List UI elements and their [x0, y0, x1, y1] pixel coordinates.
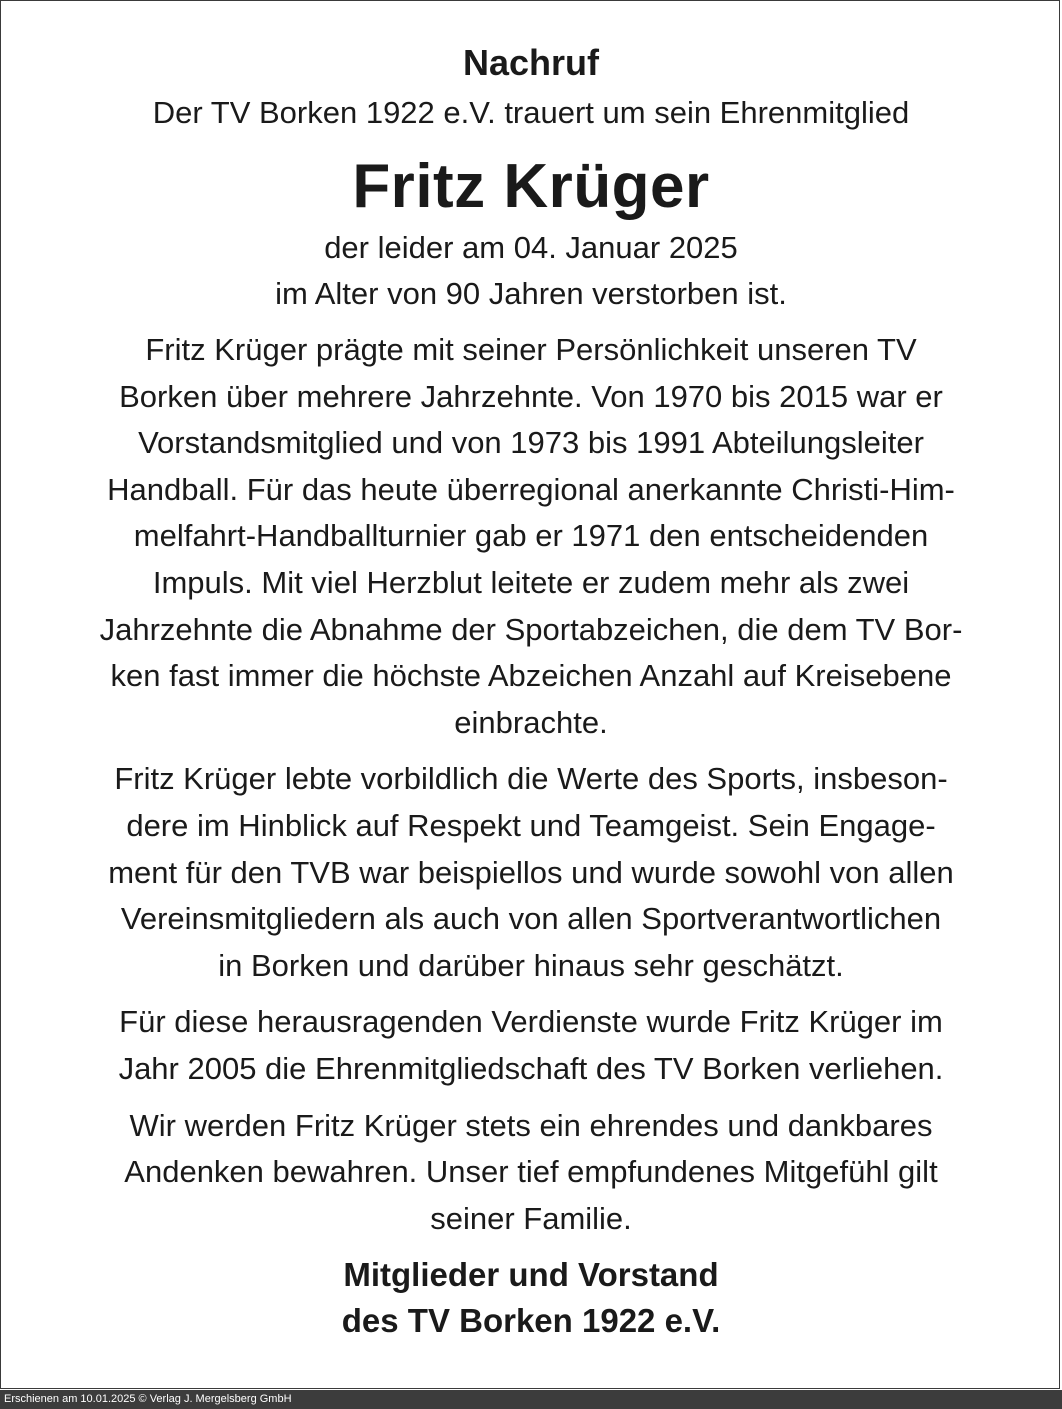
paragraph-remembrance	[21, 1103, 1041, 1243]
text-line: ment für den TVB war beispiellos und wurde sowohl von allen	[108, 854, 954, 890]
signoff-line: Mitglieder und Vorstand	[343, 1256, 719, 1294]
text-line: Handball. Für das heute überregional anerkannte Christi-Him-	[107, 471, 955, 507]
text-line: Für diese herausragenden Verdienste wurde Fritz Krüger im	[119, 1004, 943, 1040]
text-line: dere im Hinblick auf Respekt und Teamgeist. Sein Engage-	[126, 807, 936, 843]
publication-footer: Erschienen am 10.01.2025 © Verlag J. Mergelsberg GmbH	[0, 1390, 1062, 1409]
death-date-line: der leider am 04. Januar 2025	[324, 230, 738, 265]
death-date-block	[21, 225, 1041, 317]
age-line: im Alter von 90 Jahren verstorben ist.	[275, 276, 787, 311]
text-line: Impuls. Mit viel Herzblut leitete er zudem mehr als zwei	[152, 564, 910, 600]
text-line: ken fast immer die höchste Abzeichen Anzahl auf Kreisebene	[110, 658, 952, 694]
text-line: melfahrt-Handballturnier gab er 1971 den entscheidenden	[133, 518, 929, 554]
signoff	[21, 1252, 1041, 1344]
signoff-line: des TV Borken 1922 e.V.	[341, 1302, 721, 1340]
text-line: Vorstandsmitglied und von 1973 bis 1991 Abteilungsleiter	[138, 425, 924, 461]
text-line: seiner Familie.	[430, 1200, 632, 1236]
text-line: Andenken bewahren. Unser tief empfundenes Mitgefühl gilt	[124, 1154, 938, 1190]
paragraph-honorary-membership	[21, 999, 1041, 1092]
text-line: in Borken und darüber hinaus sehr geschätzt.	[218, 947, 844, 983]
notice-content	[21, 1, 1041, 1344]
notice-intro: Der TV Borken 1922 e.V. trauert um sein Ehrenmitglied	[152, 95, 910, 130]
deceased-name: Fritz Krüger	[352, 152, 710, 221]
text-line: Jahrzehnte die Abnahme der Sportabzeichen, die dem TV Bor-	[99, 611, 963, 647]
text-line: Borken über mehrere Jahrzehnte. Von 1970 bis 2015 war er	[119, 378, 943, 414]
text-line: Wir werden Fritz Krüger stets ein ehrendes und dankbares	[129, 1107, 933, 1143]
text-line: Vereinsmitgliedern als auch von allen Sportverantwortlichen	[120, 901, 942, 937]
text-line: einbrachte.	[454, 704, 608, 740]
paragraph-values	[21, 756, 1041, 989]
text-line: Fritz Krüger prägte mit seiner Persönlichkeit unseren TV	[145, 332, 917, 367]
notice-heading: Nachruf	[462, 42, 600, 83]
text-line: Fritz Krüger lebte vorbildlich die Werte des Sports, insbeson-	[114, 761, 948, 797]
text-line: Jahr 2005 die Ehrenmitgliedschaft des TV Borken verliehen.	[118, 1050, 944, 1086]
paragraph-biography	[21, 327, 1041, 746]
